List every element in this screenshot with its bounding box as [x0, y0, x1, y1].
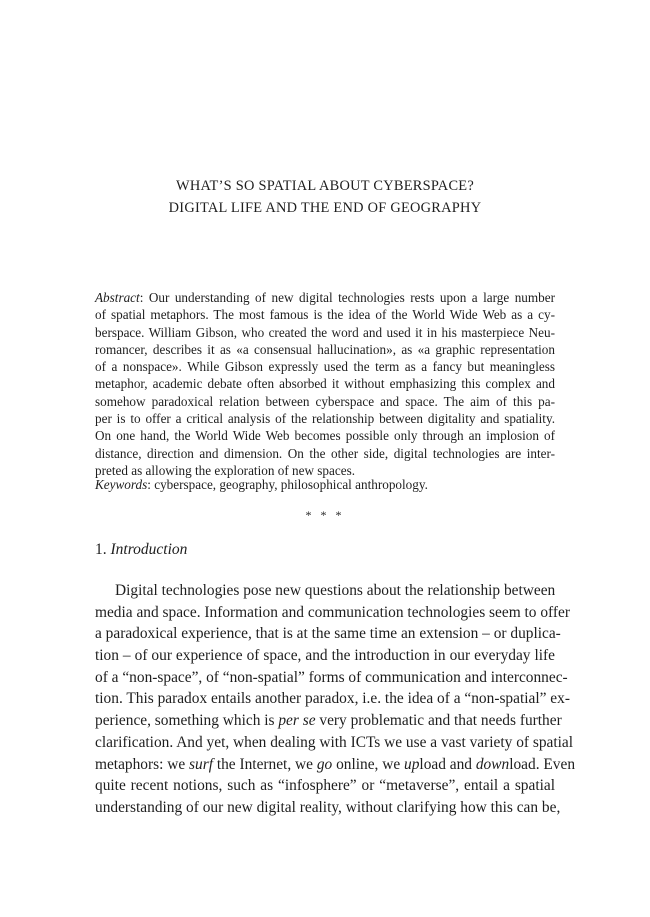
abstract-line: romancer, describes it as «a consensual hallucination», as «a graphic representation	[95, 341, 555, 357]
body-line: Digital technologies pose new questions about the relationship between	[115, 582, 556, 599]
abstract-line: somehow paradoxical relation between cyberspace and space. The aim of this pa-	[95, 393, 555, 409]
body-line: a paradoxical experience, that is at the same time an extension – or duplica-	[95, 625, 561, 643]
body-line: quite recent notions, such as “infosphere” or “metaverse”, entail a spatial	[95, 777, 555, 795]
body-line: media and space. Information and communication technologies seem to offer	[95, 603, 570, 621]
abstract-line: berspace. William Gibson, who created the word and used it in his masterpiece Neu-	[95, 324, 555, 340]
section-title: Introduction	[110, 541, 188, 558]
body-line: tion. This paradox entails another paradox, i.e. the idea of a “non-spatial” ex-	[95, 690, 570, 708]
keywords-label: Keywords	[95, 477, 148, 492]
abstract-line: distance, direction and dimension. On the other side, digital technologies are inter-	[95, 445, 555, 461]
body-line: perience, something which is per se very problematic and that needs further	[95, 712, 562, 730]
section-number: 1.	[95, 541, 107, 558]
body-line: understanding of our new digital reality, without clarifying how this can be,	[95, 798, 561, 816]
keywords	[95, 476, 555, 493]
abstract-line: metaphor, academic debate often absorbed it without emphasizing this complex and	[95, 376, 555, 392]
abstract-line: preted as allowing the exploration of new spaces.	[95, 462, 356, 478]
body-line: tion – of our experience of space, and the introduction in our everyday life	[95, 647, 555, 665]
section-heading	[95, 541, 187, 559]
abstract	[95, 289, 555, 479]
abstract-label: Abstract	[95, 290, 140, 305]
body-line: metaphors: we surf the Internet, we go online, we upload and download. Even	[95, 755, 576, 773]
body-line: of a “non-space”, of “non-spatial” forms of communication and interconnec-	[95, 668, 568, 686]
paper-title-line-1: WHAT’S SO SPATIAL ABOUT CYBERSPACE?	[176, 178, 474, 194]
paper-title-line-2: DIGITAL LIFE AND THE END OF GEOGRAPHY	[168, 200, 482, 216]
abstract-line: of a nonspace». While Gibson expressly used the term as a fancy but meaningless	[95, 359, 555, 375]
body-line: clarification. And yet, when dealing with ICTs we use a vast variety of spatial	[95, 733, 574, 751]
abstract-line: Abstract: Our understanding of new digital technologies rests upon a large number	[95, 290, 555, 305]
keywords-text: : cyberspace, geography, philosophical anthropology.	[147, 477, 428, 492]
body-paragraph	[95, 580, 576, 819]
abstract-line: On one hand, the World Wide Web becomes possible only through an implosion of	[95, 428, 555, 444]
abstract-line: per is to offer a critical analysis of the relationship between digitality and spatiality.	[95, 411, 555, 427]
section-separator: * * *	[305, 508, 345, 522]
abstract-line: of spatial metaphors. The most famous is the idea of the World Wide Web as a cy-	[95, 307, 555, 323]
